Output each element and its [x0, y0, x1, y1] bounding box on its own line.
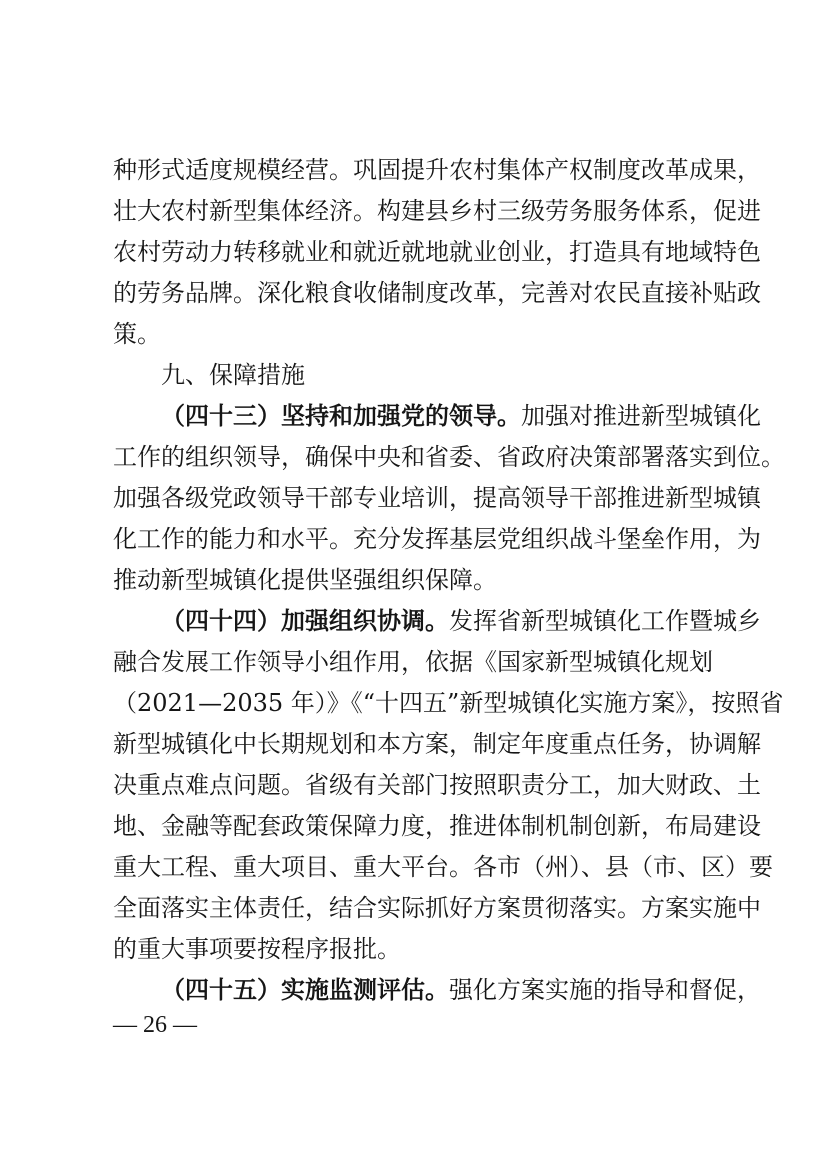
section-heading: 九、保障措施: [161, 361, 305, 389]
item-title: （四十五）实施监测评估。: [161, 976, 449, 1004]
item-first-line: [161, 973, 761, 1007]
item-text: 加强对推进新型城镇化: [521, 402, 761, 430]
body-line: 的重大事项要按程序报批。: [113, 935, 401, 963]
body-line: 加强各级党政领导干部专业培训，提高领导干部推进新型城镇: [113, 484, 761, 512]
body-line: 农村劳动力转移就业和就近就地就业创业，打造具有地域特色: [113, 238, 761, 266]
body-line: （2021—2035 年）》《“十四五”新型城镇化实施方案》，按照省: [113, 689, 784, 717]
item-title: （四十四）加强组织协调。: [161, 607, 449, 635]
body-line: 地、金融等配套政策保障力度，推进体制机制创新，布局建设: [113, 812, 761, 840]
item-title: （四十三）坚持和加强党的领导。: [161, 402, 521, 430]
body-line: 工作的组织领导，确保中央和省委、省政府决策部署落实到位。: [113, 443, 785, 471]
body-line: 化工作的能力和水平。充分发挥基层党组织战斗堡垒作用，为: [113, 525, 761, 553]
body-line: 种形式适度规模经营。巩固提升农村集体产权制度改革成果，: [113, 156, 761, 184]
item-text: 发挥省新型城镇化工作暨城乡: [449, 607, 761, 635]
body-line: 壮大农村新型集体经济。构建县乡村三级劳务服务体系，促进: [113, 197, 761, 225]
body-line: 融合发展工作领导小组作用，依据《国家新型城镇化规划: [113, 648, 713, 676]
item-text: 强化方案实施的指导和督促，: [449, 976, 761, 1004]
item-first-line: [161, 399, 761, 433]
body-line: 的劳务品牌。深化粮食收储制度改革，完善对农民直接补贴政: [113, 279, 761, 307]
item-first-line: [161, 604, 761, 638]
page-number: — 26 —: [113, 1012, 197, 1038]
body-line: 策。: [113, 320, 161, 348]
body-line: 全面落实主体责任，结合实际抓好方案贯彻落实。方案实施中: [113, 894, 761, 922]
body-line: 重大工程、重大项目、重大平台。各市（州）、县（市、区）要: [113, 853, 773, 881]
body-line: 决重点难点问题。省级有关部门按照职责分工，加大财政、土: [113, 771, 761, 799]
body-line: 推动新型城镇化提供坚强组织保障。: [113, 566, 497, 594]
body-line: 新型城镇化中长期规划和本方案，制定年度重点任务，协调解: [113, 730, 761, 758]
